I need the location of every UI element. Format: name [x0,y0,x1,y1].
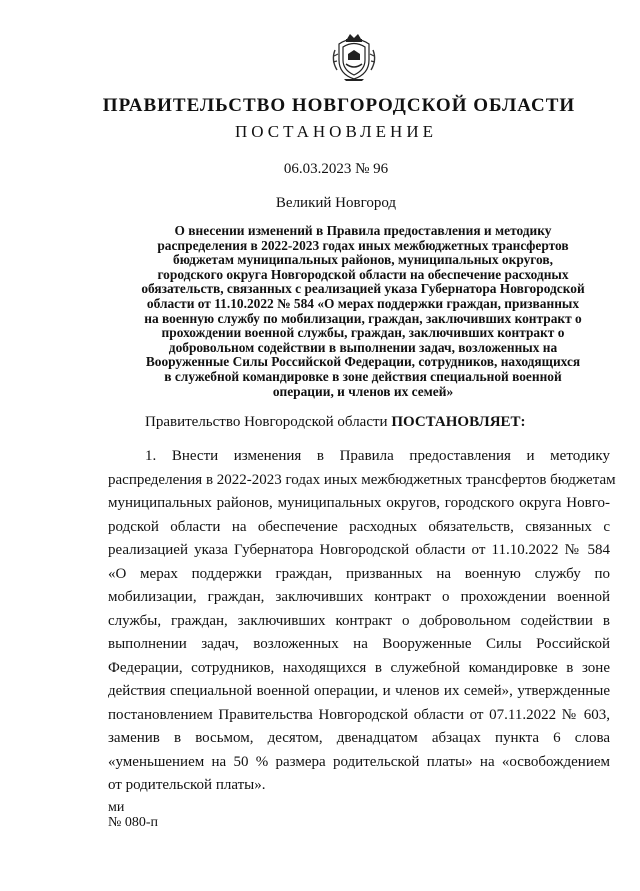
paragraph-line: распределения в 2022-2023 годах иных межбюджетных трансфертов бюджетам [108,471,616,488]
executor-initials: ми [108,800,125,815]
subject-line: бюджетам муниципальных районов, муниципальных округов, [173,252,553,268]
paragraph-line: «О мерах поддержки граждан, призванных на военную службу по [108,565,610,582]
subject-line: О внесении изменений в Правила предоставления и методику [174,223,552,238]
paragraph-line: муниципальных районов, муниципальных округов, городского округа Новго- [108,495,610,511]
subject-line: на военную службу по мобилизации, граждан, заключивших контракт о [144,310,582,326]
resolution-subject [108,224,618,399]
subject-line: добровольном содействии в выполнении задач, возложенных на [168,339,558,355]
coat-of-arms-emblem [329,30,379,82]
subject-line: обязательств, связанных с реализацией указа Губернатора Новгородской [141,281,585,297]
paragraph-line: мобилизации, граждан, заключивших контракт о прохождении военной [108,589,610,605]
subject-line: распределения в 2022-2023 годах иных межбюджетных трансфертов [157,237,569,253]
subject-line: области от 11.10.2022 № 584 «О мерах поддержки граждан, призванных [146,295,580,311]
document-type: ПОСТАНОВЛЕНИЕ [234,122,437,141]
paragraph-line: выполнении задач, возложенных на Вооруженные Силы Российской [108,636,610,652]
paragraph-line: постановлением Правительства Новгородской области от 07.11.2022 № 603, [108,706,610,723]
paragraph-line: службы, граждан, заключивших контракт о добровольном содействии в [108,612,610,629]
subject-line: операции, и членов их семей» [272,383,454,399]
paragraph-line: «уменьшением на 50 % размера родительской платы» на «освобождением [108,753,610,770]
subject-line: прохождении военной службы, граждан, заключивших контракт о [161,325,565,341]
paragraph-line: Федерации, сотрудников, находящихся в служебной командировке в зоне [108,659,610,676]
paragraph-line: от родительской платы». [108,777,266,793]
paragraph-line: 1. Внести изменения в Правила предоставления и методику [145,448,610,464]
registration-code: № 080-п [108,815,159,830]
subject-line: городского округа Новгородской области на обеспечение расходных [157,266,569,282]
document-footer [108,800,158,830]
paragraph-line: заменив в восьмом, десятом, двенадцатом абзацах пункта 6 слова [108,730,610,746]
subject-line: Вооруженные Силы Российской Федерации, сотрудников, находящихся [145,354,581,370]
government-title: ПРАВИТЕЛЬСТВО НОВГОРОДСКОЙ ОБЛАСТИ [102,95,576,116]
date-and-number: 06.03.2023 № 96 [283,161,389,177]
subject-line: в служебной командировке в зоне действия специальной военной [164,368,562,384]
paragraph-1 [108,445,616,798]
city-name: Великий Новгород [275,195,397,211]
paragraph-line: реализацией указа Губернатора Новгородской области от 11.10.2022 № 584 [108,542,610,558]
resolves-verb: ПОСТАНОВЛЯЕТ: [391,414,526,430]
resolves-statement [145,414,526,431]
resolves-prefix: Правительство Новгородской области [145,414,392,430]
paragraph-line: действия специальной военной операции, и членов их семей», утвержденные [108,683,610,699]
paragraph-line: родской области на обеспечение расходных обязательств, связанных с [108,518,610,535]
